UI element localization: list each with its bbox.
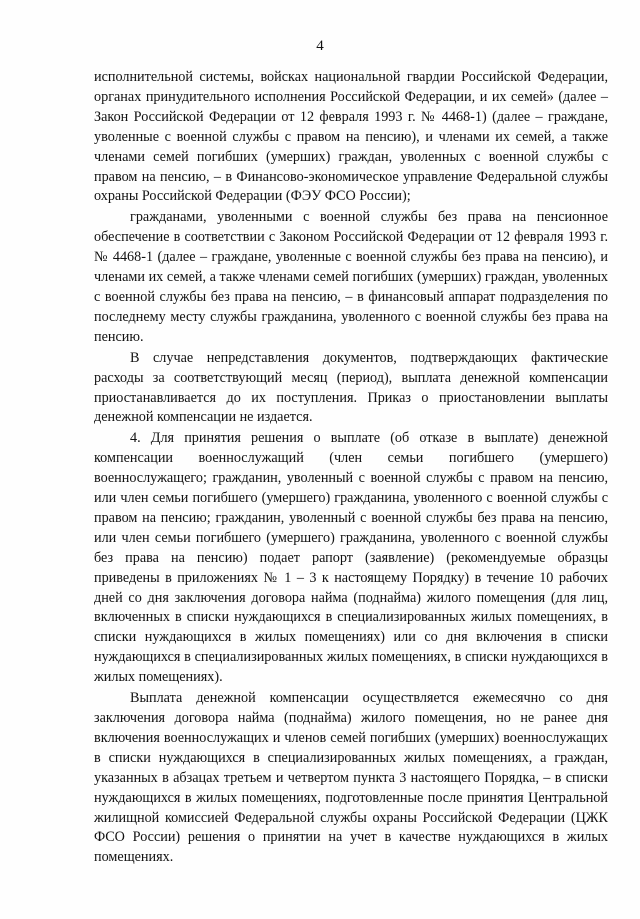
document-body — [94, 68, 608, 869]
paragraph-citizens-without-pension: гражданами, уволенными с военной службы без права на пенсионное обеспечение в соответствии с Законом Российской Федерации от 12 февраля 1993 г. № 4468-1 (далее – граждане, уволенные с военной службы без права на пенсию), и членами их семей, а также членами семей погибших (умерших) граждан, уволенных с военной службы без права на пенсию, – в финансовый аппарат подразделения по последнему месту службы гражданина, уволенного с военной службы без права на пенсию. — [94, 209, 608, 345]
page-number: 4 — [316, 38, 324, 54]
paragraph-continuation: исполнительной системы, войсках национальной гвардии Российской Федерации, органах принудительного исполнения Российской Федерации, и их семей» (далее – Закон Российской Федерации от 12 февраля 1993 г. № 4468-1) (далее – граждане, уволенные с военной службы с правом на пенсию), и членами их семей, а также членами семей погибших (умерших) граждан, уволенных с военной службы с правом на пенсию, – в Финансово-экономическое управление Федеральной службы охраны Российской Федерации (ФЭУ ФСО России); — [94, 69, 608, 205]
paragraph-suspension: В случае непредставления документов, подтверждающих фактические расходы за соответствующий месяц (период), выплата денежной компенсации приостанавливается до их поступления. Приказ о приостановлении выплаты денежной компенсации не издается. — [94, 349, 608, 426]
paragraph-item-4: 4. Для принятия решения о выплате (об отказе в выплате) денежной компенсации военнослужащий (член семьи погибшего (умершего) военнослужащего; гражданин, уволенный с военной службы с правом на пенсию, или член семьи погибшего (умершего) гражданина, уволенного с военной службы с правом на пенсию; гражданин, уволенный с военной службы без права на пенсию, или член семьи погибшего (умершего) гражданина, уволенного с военной службы без права на пенсию) подает рапорт (заявление) (рекомендуемые образцы приведены в приложениях № 1 – 3 к настоящему Порядку) в течение 10 рабочих дней со дня заключения договора найма (поднайма) жилого помещения (для лиц, включенных в списки нуждающихся в специализированных жилых помещениях, в списки нуждающихся в жилых помещениях) или со дня включения в списки нуждающихся в специализированных жилых помещениях, в списки нуждающихся в жилых помещениях). — [94, 430, 608, 686]
paragraph-payment-schedule: Выплата денежной компенсации осуществляется ежемесячно со дня заключения договора найма (поднайма) жилого помещения, но не ранее дня включения военнослужащих и членов семей погибших (умерших) военнослужащих в списки нуждающихся в специализированных жилых помещениях, а граждан, указанных в абзацах третьем и четвертом пункта 3 настоящего Порядка, – в списки нуждающихся в жилых помещениях, подготовленные после принятия Центральной жилищной комиссией Федеральной службы охраны Российской Федерации (ЦЖК ФСО России) решения о принятии на учет в качестве нуждающихся в жилых помещениях. — [94, 690, 608, 866]
